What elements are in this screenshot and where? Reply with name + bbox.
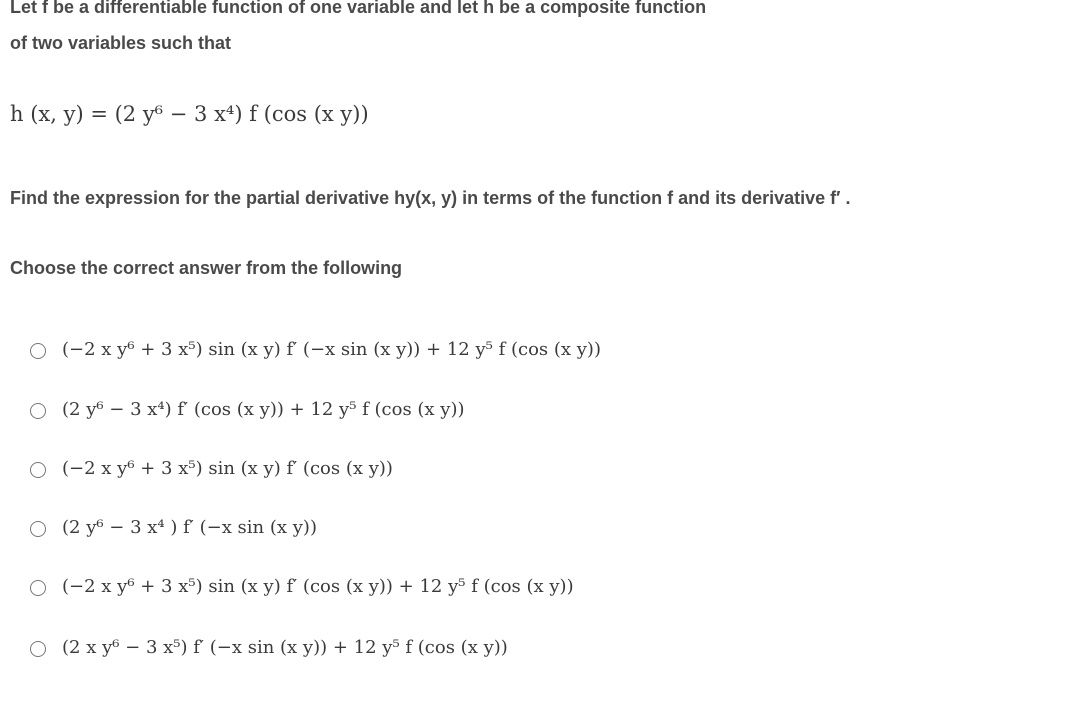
instruction-text: Choose the correct answer from the following [10, 258, 403, 278]
option-label: (−2 x y⁶ + 3 x⁵) sin (x y) f′ (−x sin (x y)) + 12 y⁵ f (cos (x y)) [62, 339, 601, 360]
option-label: (−2 x y⁶ + 3 x⁵) sin (x y) f′ (cos (x y)) + 12 y⁵ f (cos (x y)) [62, 576, 574, 597]
option-label: (2 y⁶ − 3 x⁴) f′ (cos (x y)) + 12 y⁵ f (cos (x y)) [62, 399, 465, 420]
intro-line-1: Let f be a differentiable function of one variable and let h be a composite function [10, 0, 707, 17]
option-label: (−2 x y⁶ + 3 x⁵) sin (x y) f′ (cos (x y)) [62, 458, 393, 479]
option-label: (2 x y⁶ − 3 x⁵) f′ (−x sin (x y)) + 12 y⁵ f (cos (x y)) [62, 637, 508, 658]
radio-button[interactable] [30, 641, 46, 657]
definition-equation: h (x, y) = (2 y⁶ − 3 x⁴) f (cos (x y)) [10, 102, 369, 126]
question-text: Find the expression for the partial derivative hy(x, y) in terms of the function f and its derivative f′ . [10, 188, 851, 208]
radio-button[interactable] [30, 403, 46, 419]
radio-button[interactable] [30, 462, 46, 478]
radio-button[interactable] [30, 343, 46, 359]
radio-button[interactable] [30, 580, 46, 596]
radio-button[interactable] [30, 521, 46, 537]
option-label: (2 y⁶ − 3 x⁴ ) f′ (−x sin (x y)) [62, 517, 317, 538]
intro-line-2: of two variables such that [10, 33, 232, 53]
